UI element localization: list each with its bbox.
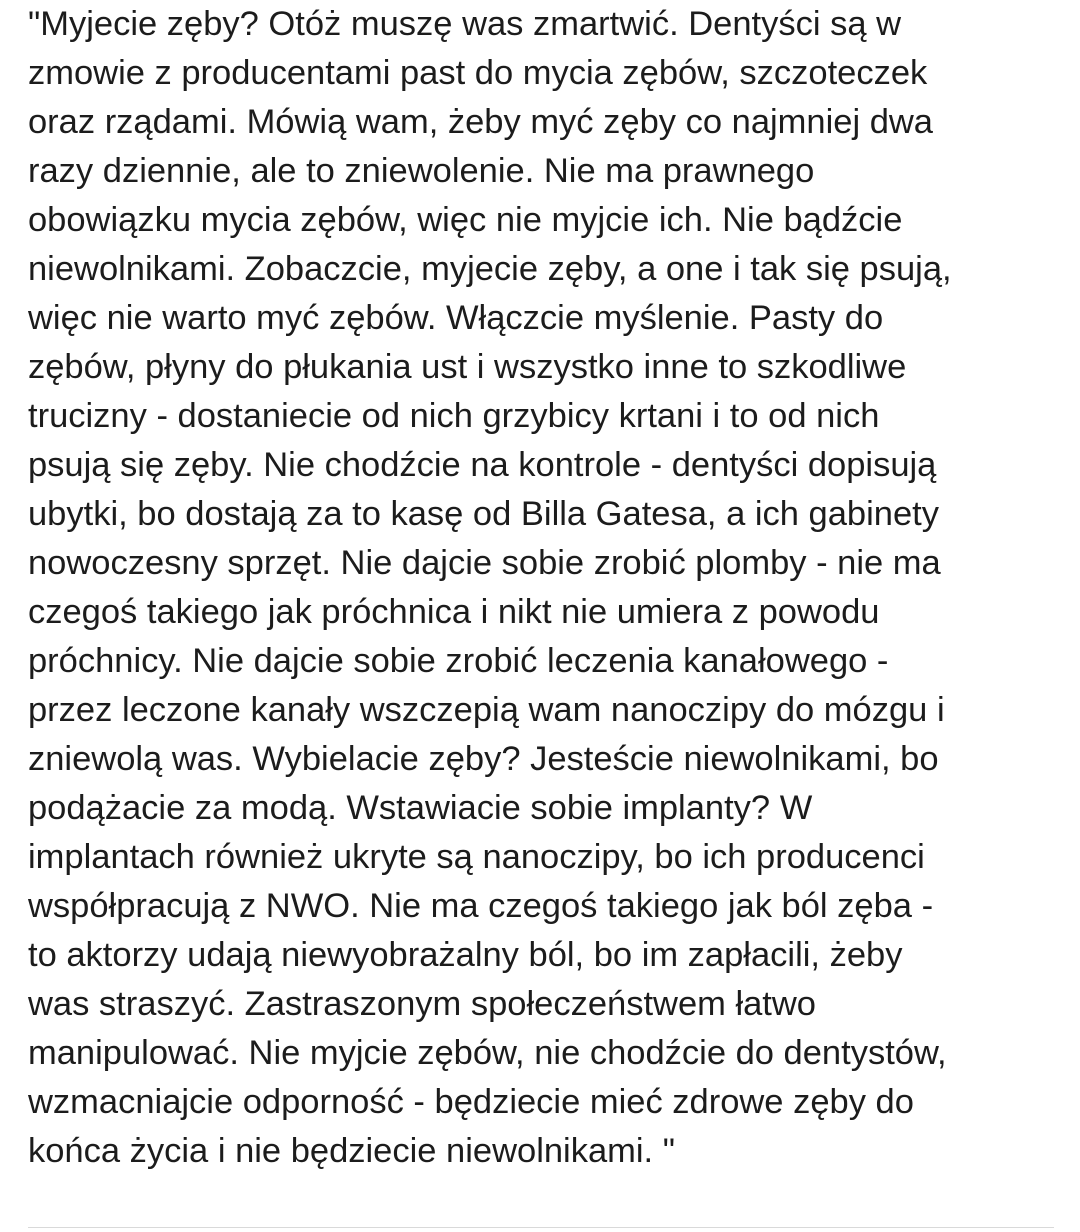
post-text-line: trucizny - dostaniecie od nich grzybicy krtani i to od nich bbox=[28, 397, 880, 435]
post-text-line: oraz rządami. Mówią wam, żeby myć zęby co najmniej dwa bbox=[28, 103, 933, 141]
bottom-divider bbox=[28, 1227, 1054, 1228]
post-text-line: manipulować. Nie myjcie zębów, nie chodźcie do dentystów, bbox=[28, 1034, 947, 1072]
post-text-line: razy dziennie, ale to zniewolenie. Nie ma prawnego bbox=[28, 152, 815, 190]
post-text-line: końca życia i nie będziecie niewolnikami. " bbox=[28, 1132, 675, 1170]
post-text-line: zniewolą was. Wybielacie zęby? Jesteście niewolnikami, bo bbox=[28, 740, 939, 778]
post-text-line: was straszyć. Zastraszonym społeczeństwem łatwo bbox=[28, 985, 816, 1023]
post-text-line: zębów, płyny do płukania ust i wszystko inne to szkodliwe bbox=[28, 348, 907, 386]
post-text-line: próchnicy. Nie dajcie sobie zrobić leczenia kanałowego - bbox=[28, 642, 889, 680]
post-text-line: przez leczone kanały wszczepią wam nanoczipy do mózgu i bbox=[28, 691, 945, 729]
post-text-line: to aktorzy udają niewyobrażalny ból, bo im zapłacili, żeby bbox=[28, 936, 903, 974]
post-text-line: podążacie za modą. Wstawiacie sobie implanty? W bbox=[28, 789, 813, 827]
post-text-line: obowiązku mycia zębów, więc nie myjcie ich. Nie bądźcie bbox=[28, 201, 903, 239]
post-text-line: wzmacniajcie odporność - będziecie mieć zdrowe zęby do bbox=[28, 1083, 914, 1121]
post-text bbox=[28, 0, 1068, 1176]
post-text-line: implantach również ukryte są nanoczipy, bo ich producenci bbox=[28, 838, 925, 876]
post-text-line: czegoś takiego jak próchnica i nikt nie umiera z powodu bbox=[28, 593, 880, 631]
post-text-line: ubytki, bo dostają za to kasę od Billa Gatesa, a ich gabinety bbox=[28, 495, 939, 533]
post-text-line: zmowie z producentami past do mycia zębów, szczoteczek bbox=[28, 54, 928, 92]
post-text-line: współpracują z NWO. Nie ma czegoś takiego jak ból zęba - bbox=[28, 887, 934, 925]
post-text-line: niewolnikami. Zobaczcie, myjecie zęby, a one i tak się psują, bbox=[28, 250, 952, 288]
post-text-line: więc nie warto myć zębów. Włączcie myślenie. Pasty do bbox=[28, 299, 884, 337]
post-text-line: "Myjecie zęby? Otóż muszę was zmartwić. Dentyści są w bbox=[28, 5, 902, 43]
post-text-line: nowoczesny sprzęt. Nie dajcie sobie zrobić plomby - nie ma bbox=[28, 544, 941, 582]
post-text-line: psują się zęby. Nie chodźcie na kontrole - dentyści dopisują bbox=[28, 446, 937, 484]
